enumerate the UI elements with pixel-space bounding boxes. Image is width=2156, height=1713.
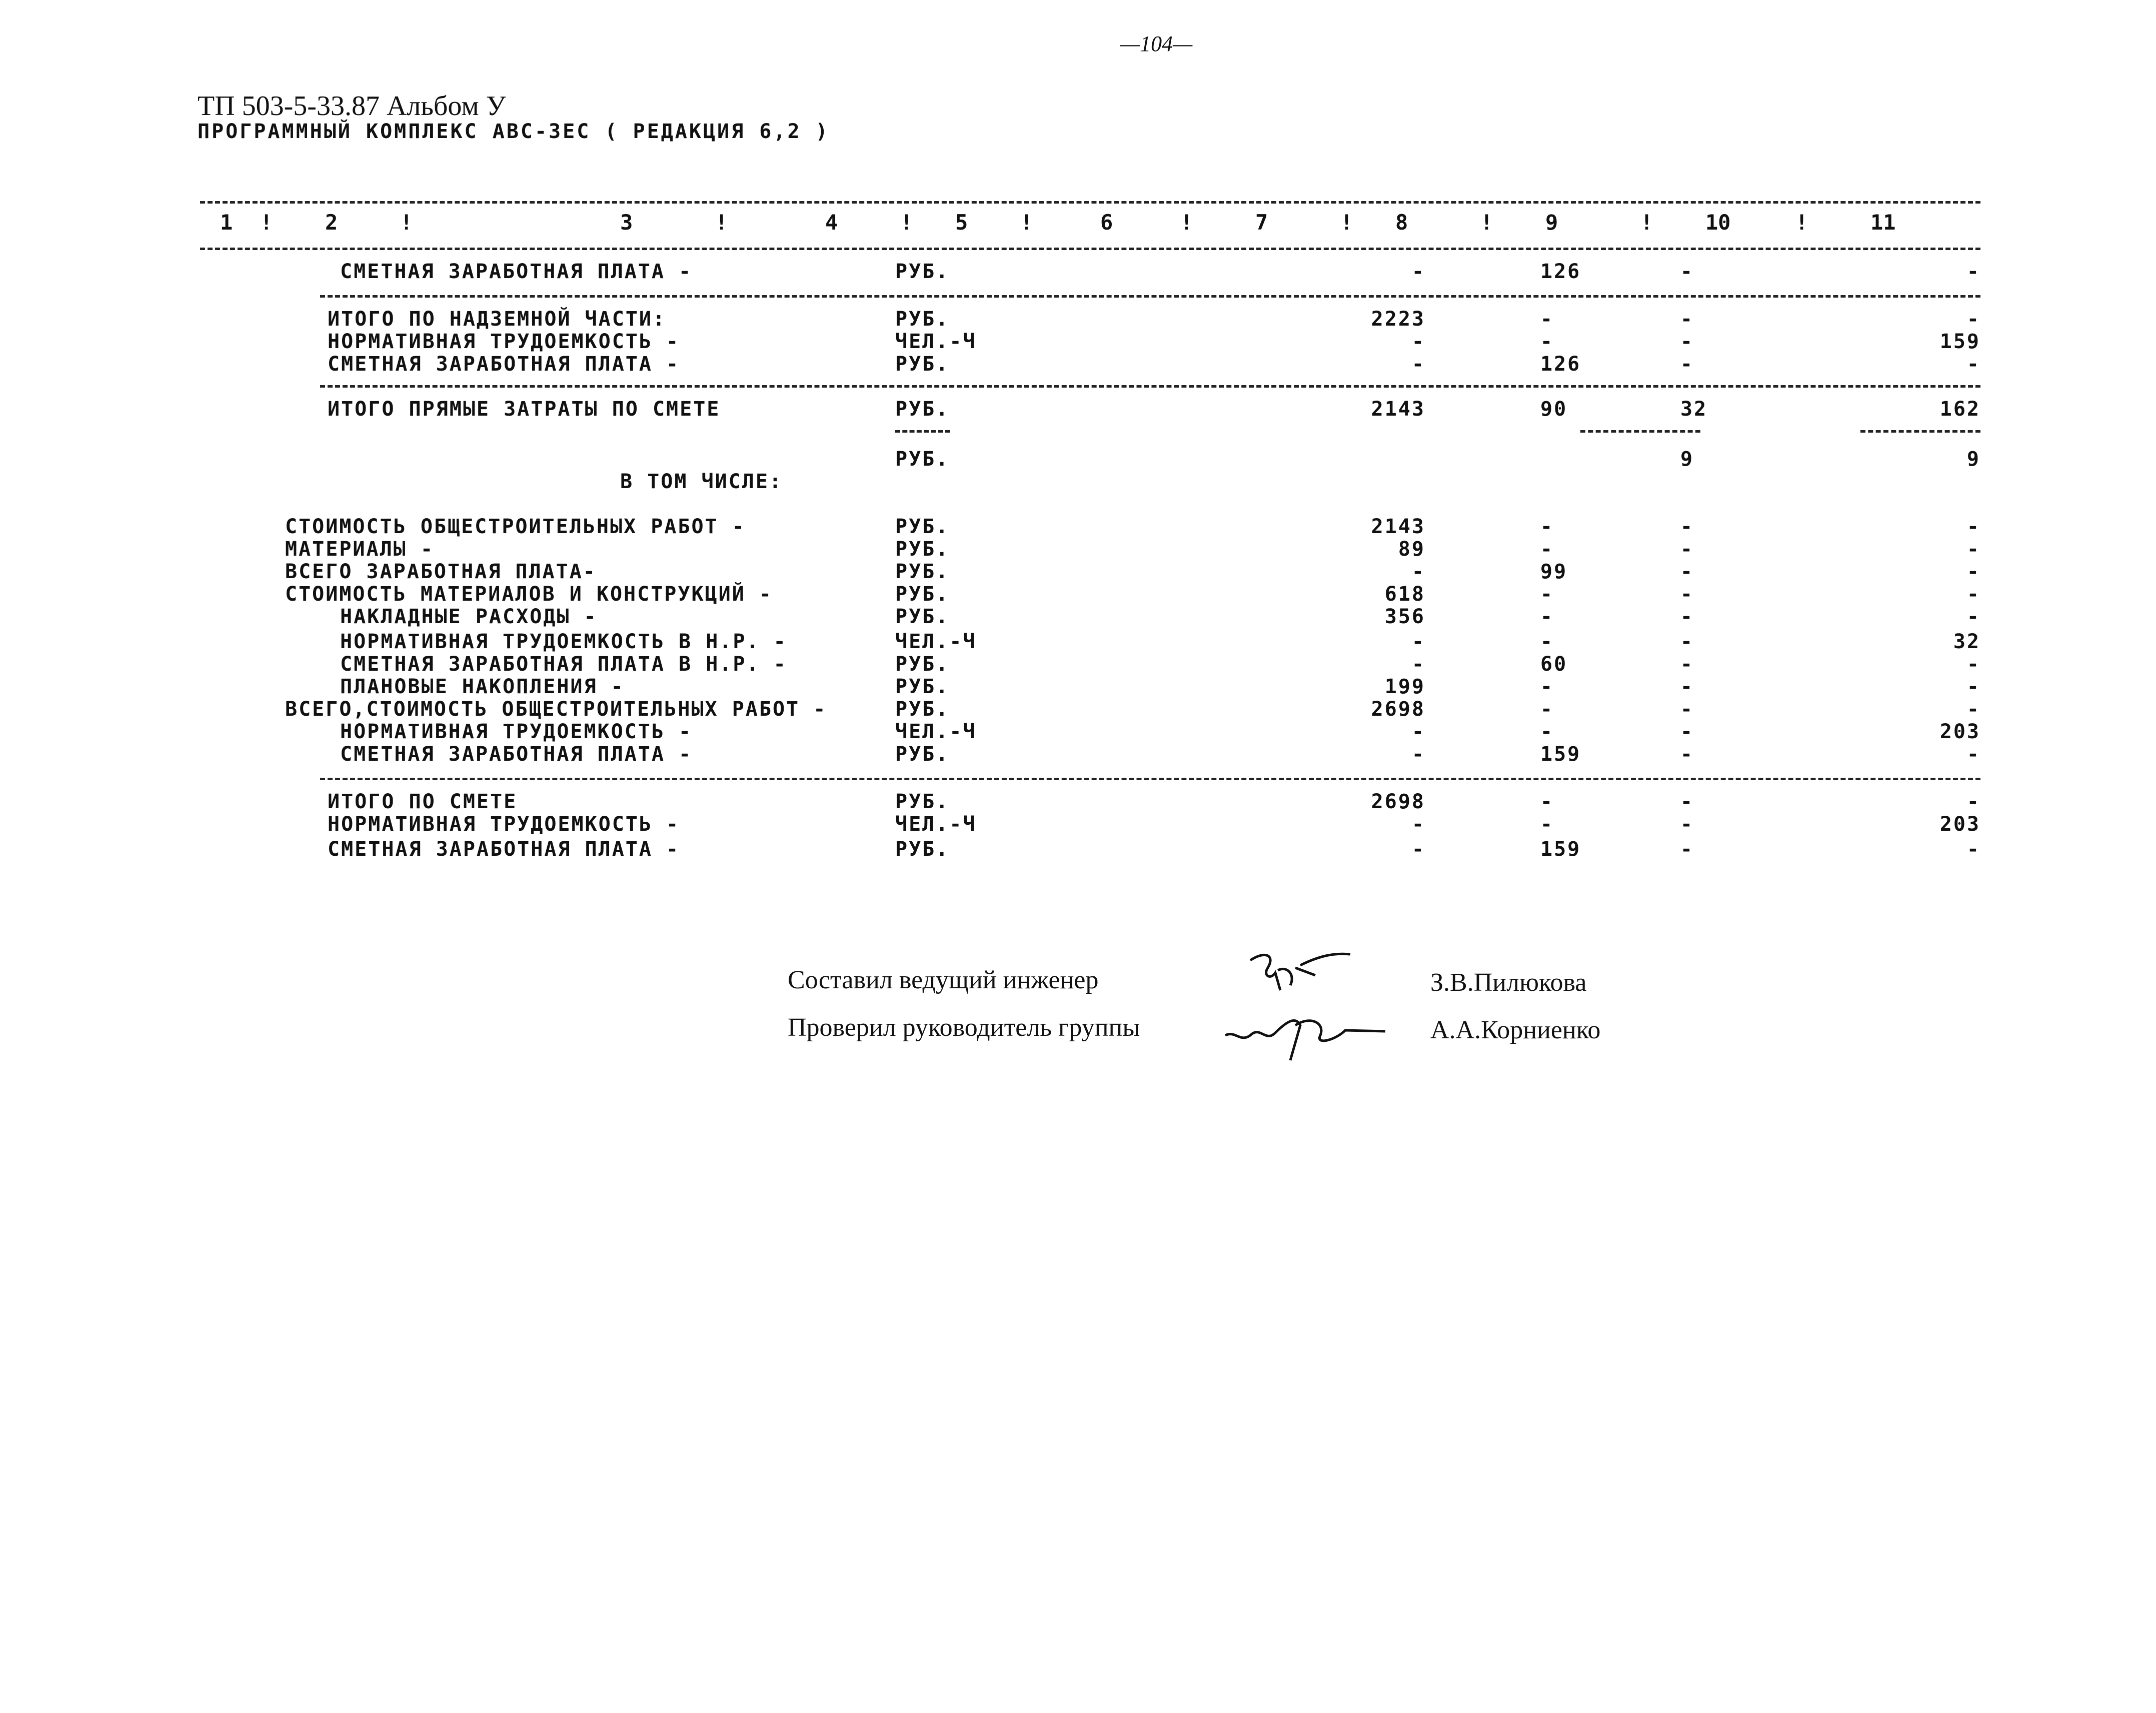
column-separator: ! (260, 210, 273, 235)
page-number: —104— (1120, 32, 1193, 56)
col11-cell: 159 (1939, 330, 1980, 353)
section-rule (320, 385, 1980, 388)
underline-rule (1860, 430, 1980, 433)
col9-cell: - (1680, 790, 1694, 813)
column-number-1: 1 (220, 210, 233, 235)
col7-cell: - (1411, 330, 1425, 353)
row-label: НОРМАТИВНАЯ ТРУДОЕМКОСТЬ - (328, 330, 680, 353)
column-number-4: 4 (825, 210, 838, 235)
row-label: МАТЕРИАЛЫ - (285, 538, 434, 561)
col9-cell: - (1680, 653, 1694, 676)
column-number-8: 8 (1395, 210, 1408, 235)
row-label: СМЕТНАЯ ЗАРАБОТНАЯ ПЛАТА - (328, 353, 680, 376)
unit-cell: РУБ. (895, 838, 950, 861)
col7-cell: 2143 (1371, 515, 1425, 538)
checked-by-label: Проверил руководитель группы (788, 1013, 1140, 1042)
col9-cell: - (1680, 260, 1694, 283)
column-number-11: 11 (1870, 210, 1896, 235)
col9-cell: - (1680, 698, 1694, 721)
unit-cell: РУБ. (895, 675, 950, 698)
unit-cell: РУБ. (895, 515, 950, 538)
document-code: ТП 503-5-33.87 Альбом У (198, 91, 506, 122)
underline-rule (1580, 430, 1700, 433)
col9-cell: - (1680, 308, 1694, 331)
signature-kornienko (1220, 995, 1390, 1070)
col7-cell: 618 (1384, 583, 1425, 606)
col11-cell: - (1966, 675, 1980, 698)
col8-cell: - (1540, 630, 1554, 653)
col9-cell: - (1680, 605, 1694, 628)
column-separator: ! (1340, 210, 1353, 235)
section-rule (320, 778, 1980, 780)
unit-cell: РУБ. (895, 353, 950, 376)
col7-cell: - (1411, 838, 1425, 861)
column-number-10: 10 (1705, 210, 1731, 235)
column-separator: ! (715, 210, 728, 235)
col8-cell: - (1540, 515, 1554, 538)
compiled-by-label: Составил ведущий инженер (788, 966, 1099, 994)
col9-cell: - (1680, 538, 1694, 561)
col9-cell: - (1680, 630, 1694, 653)
col11-cell: 203 (1939, 720, 1980, 743)
column-separator: ! (1795, 210, 1808, 235)
checked-by-name: А.А.Корниенко (1430, 1016, 1601, 1044)
col9-cell: - (1680, 353, 1694, 376)
col9-cell: - (1680, 515, 1694, 538)
column-separator: ! (900, 210, 913, 235)
column-separator: ! (1480, 210, 1493, 235)
col8-cell: - (1540, 583, 1554, 606)
row-label: ИТОГО ПО НАДЗЕМНОЙ ЧАСТИ: (328, 308, 667, 331)
row-label: ИТОГО ПО СМЕТЕ (328, 790, 518, 813)
row-label: НОРМАТИВНАЯ ТРУДОЕМКОСТЬ В Н.Р. - (340, 630, 787, 653)
column-separator: ! (400, 210, 413, 235)
col11-cell: - (1966, 353, 1980, 376)
col8-cell: 159 (1540, 743, 1581, 766)
col11-cell: 203 (1939, 813, 1980, 836)
column-separator: ! (1640, 210, 1653, 235)
program-title: ПРОГРАММНЫЙ КОМПЛЕКС АВС-3ЕС ( РЕДАКЦИЯ 6,2 ) (198, 120, 830, 143)
col7-cell: - (1411, 560, 1425, 583)
col7-cell: 356 (1384, 605, 1425, 628)
col7-cell: - (1411, 630, 1425, 653)
unit-cell: РУБ. (895, 743, 950, 766)
column-number-7: 7 (1255, 210, 1268, 235)
col9-cell: - (1680, 813, 1694, 836)
header-rule-bottom (200, 248, 1980, 250)
col11-cell: - (1966, 653, 1980, 676)
col9-cell: - (1680, 743, 1694, 766)
col11-cell: - (1966, 743, 1980, 766)
col8-cell: - (1540, 813, 1554, 836)
col7-cell: 89 (1398, 538, 1425, 561)
row-label: СМЕТНАЯ ЗАРАБОТНАЯ ПЛАТА - (328, 838, 680, 861)
col9-cell: 32 (1680, 398, 1708, 421)
col11-cell: 162 (1939, 398, 1980, 421)
unit-cell: РУБ. (895, 698, 950, 721)
row-label: НОРМАТИВНАЯ ТРУДОЕМКОСТЬ - (328, 813, 680, 836)
unit-cell: ЧЕЛ.-Ч (895, 813, 977, 836)
col8-cell: 126 (1540, 260, 1581, 283)
col7-cell: - (1411, 653, 1425, 676)
col7-cell: 2143 (1371, 398, 1425, 421)
column-separator: ! (1020, 210, 1033, 235)
col7-cell: - (1411, 353, 1425, 376)
unit-cell: РУБ. (895, 583, 950, 606)
col7-cell: 199 (1384, 675, 1425, 698)
row-label: СМЕТНАЯ ЗАРАБОТНАЯ ПЛАТА - (340, 260, 693, 283)
unit-cell: РУБ. (895, 560, 950, 583)
col11-cell: 9 (1966, 448, 1980, 471)
col8-cell: - (1540, 330, 1554, 353)
col7-cell: - (1411, 720, 1425, 743)
row-label: В ТОМ ЧИСЛЕ: (620, 470, 783, 493)
compiled-by-name: З.В.Пилюкова (1430, 968, 1587, 997)
col8-cell: 126 (1540, 353, 1581, 376)
col7-cell: 2698 (1371, 698, 1425, 721)
unit-cell: РУБ. (895, 605, 950, 628)
col8-cell: 60 (1540, 653, 1568, 676)
col11-cell: - (1966, 583, 1980, 606)
row-label: ВСЕГО ЗАРАБОТНАЯ ПЛАТА- (285, 560, 597, 583)
col7-cell: - (1411, 813, 1425, 836)
column-number-6: 6 (1100, 210, 1113, 235)
col8-cell: 90 (1540, 398, 1568, 421)
column-number-3: 3 (620, 210, 633, 235)
column-numbers-header (200, 210, 1980, 240)
col11-cell: - (1966, 538, 1980, 561)
row-label: ПЛАНОВЫЕ НАКОПЛЕНИЯ - (340, 675, 625, 698)
col7-cell: - (1411, 260, 1425, 283)
row-label: СМЕТНАЯ ЗАРАБОТНАЯ ПЛАТА - (340, 743, 693, 766)
col11-cell: - (1966, 838, 1980, 861)
col11-cell: - (1966, 560, 1980, 583)
col8-cell: - (1540, 720, 1554, 743)
col9-cell: - (1680, 675, 1694, 698)
col9-cell: - (1680, 560, 1694, 583)
unit-cell: РУБ. (895, 398, 950, 421)
col11-cell: 32 (1953, 630, 1980, 653)
col9-cell: - (1680, 583, 1694, 606)
unit-cell: РУБ. (895, 308, 950, 331)
col9-cell: 9 (1680, 448, 1694, 471)
col8-cell: - (1540, 790, 1554, 813)
col7-cell: 2223 (1371, 308, 1425, 331)
col11-cell: - (1966, 605, 1980, 628)
column-number-9: 9 (1545, 210, 1558, 235)
unit-cell: РУБ. (895, 538, 950, 561)
col8-cell: - (1540, 605, 1554, 628)
col8-cell: - (1540, 538, 1554, 561)
col11-cell: - (1966, 698, 1980, 721)
col8-cell: - (1540, 675, 1554, 698)
row-label: ИТОГО ПРЯМЫЕ ЗАТРАТЫ ПО СМЕТЕ (328, 398, 721, 421)
unit-cell: ЧЕЛ.-Ч (895, 720, 977, 743)
row-label: НОРМАТИВНАЯ ТРУДОЕМКОСТЬ - (340, 720, 693, 743)
header-rule-top (200, 201, 1980, 204)
unit-cell: РУБ. (895, 790, 950, 813)
column-number-5: 5 (955, 210, 968, 235)
row-label: НАКЛАДНЫЕ РАСХОДЫ - (340, 605, 598, 628)
unit-cell: ЧЕЛ.-Ч (895, 630, 977, 653)
col11-cell: - (1966, 790, 1980, 813)
unit-cell: РУБ. (895, 653, 950, 676)
col8-cell: 159 (1540, 838, 1581, 861)
col9-cell: - (1680, 720, 1694, 743)
row-label: СТОИМОСТЬ ОБЩЕСТРОИТЕЛЬНЫХ РАБОТ - (285, 515, 746, 538)
col11-cell: - (1966, 515, 1980, 538)
row-label: ВСЕГО,СТОИМОСТЬ ОБЩЕСТРОИТЕЛЬНЫХ РАБОТ - (285, 698, 827, 721)
underline-rule (895, 430, 950, 433)
col7-cell: 2698 (1371, 790, 1425, 813)
col8-cell: 99 (1540, 560, 1568, 583)
row-label: СМЕТНАЯ ЗАРАБОТНАЯ ПЛАТА В Н.Р. - (340, 653, 787, 676)
column-number-2: 2 (325, 210, 338, 235)
unit-cell: ЧЕЛ.-Ч (895, 330, 977, 353)
section-rule (320, 295, 1980, 298)
col9-cell: - (1680, 838, 1694, 861)
column-separator: ! (1180, 210, 1193, 235)
unit-cell: РУБ. (895, 260, 950, 283)
col8-cell: - (1540, 308, 1554, 331)
col8-cell: - (1540, 698, 1554, 721)
row-label: СТОИМОСТЬ МАТЕРИАЛОВ И КОНСТРУКЦИЙ - (285, 583, 773, 606)
col9-cell: - (1680, 330, 1694, 353)
col11-cell: - (1966, 260, 1980, 283)
col7-cell: - (1411, 743, 1425, 766)
unit-cell: РУБ. (895, 448, 950, 471)
col11-cell: - (1966, 308, 1980, 331)
